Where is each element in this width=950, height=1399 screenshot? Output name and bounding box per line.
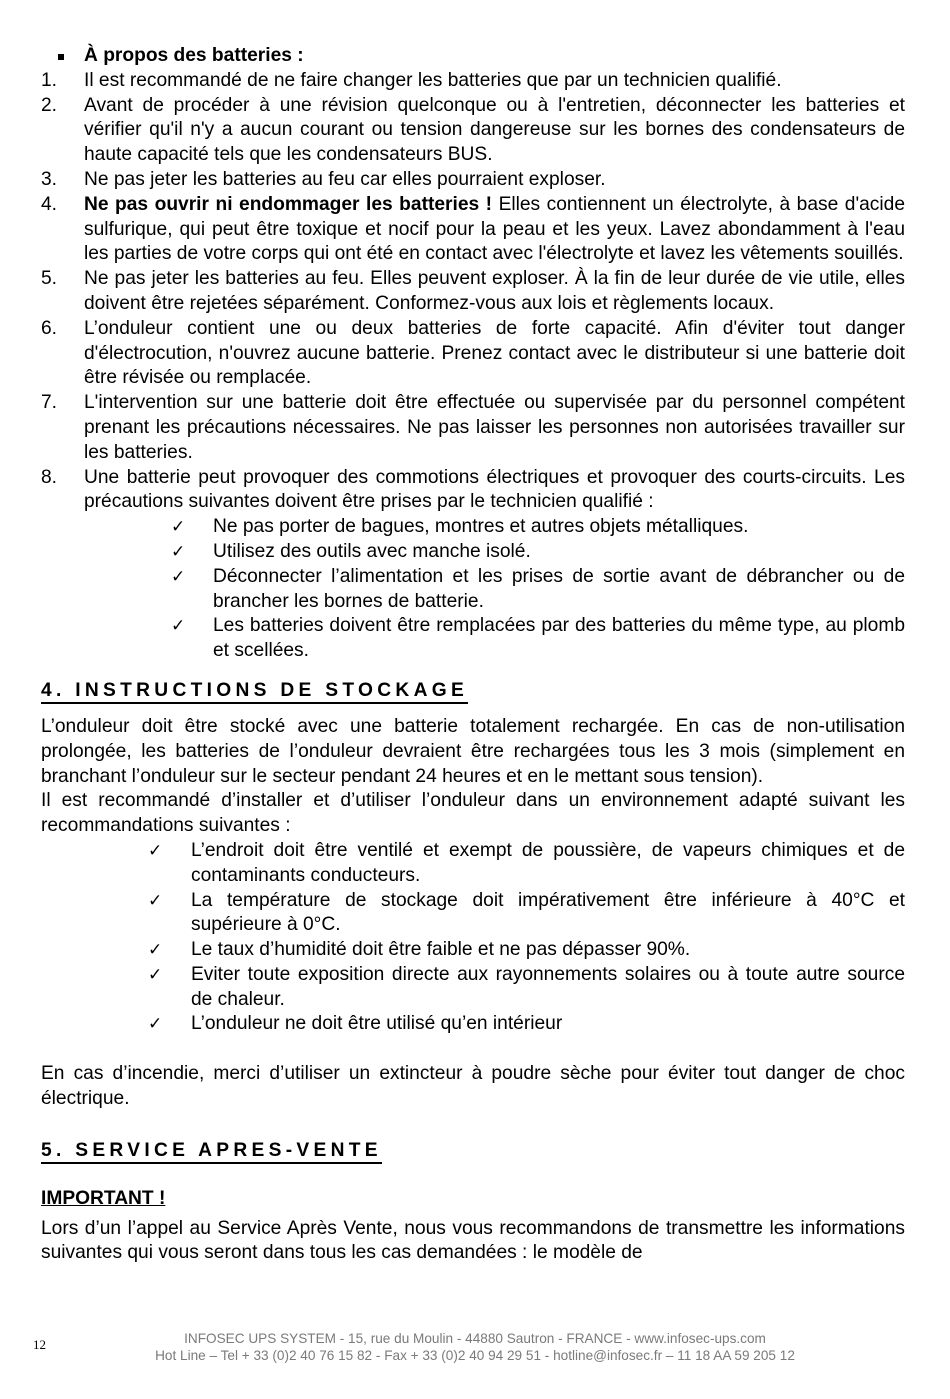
checklist-item: ✓ Déconnecter l’alimentation et les prises de sortie avant de débrancher ou de brancher les bornes de batterie.	[171, 565, 905, 612]
document-page	[41, 44, 905, 1266]
battery-list-item: 1. Il est recommandé de ne faire changer les batteries que par un technicien qualifié.	[41, 69, 782, 91]
checkmark-icon: ✓	[171, 566, 186, 587]
checkmark-icon: ✓	[148, 890, 163, 911]
checkmark-icon: ✓	[171, 616, 186, 637]
battery-list-item: 8. Une batterie peut provoquer des commotions électriques et provoquer des courts-circuits. Les précautions suivantes doivent être prises par le technicien qualifié :	[41, 466, 905, 513]
storage-section-title: 4. INSTRUCTIONS DE STOCKAGE	[41, 680, 468, 704]
page-footer	[0, 1330, 950, 1364]
warning-bold-text: Ne pas ouvrir ni endommager les batteries !	[84, 193, 493, 215]
square-bullet-icon	[58, 54, 64, 60]
storage-recommendations-checklist	[41, 839, 905, 1037]
checklist-item: ✓ Eviter toute exposition directe aux rayonnements solaires ou à toute autre source de chaleur.	[148, 963, 905, 1010]
page-number: 12	[33, 1337, 46, 1352]
checkmark-icon: ✓	[148, 1014, 163, 1035]
battery-list-item: 6. L’onduleur contient une ou deux batteries de forte capacité. Afin d'éviter tout danger d'électrocution, n'ouvrez aucune batterie. Prenez contact avec le distributeur si une batterie doit être révisée ou remplacée.	[41, 317, 905, 389]
checklist-item: ✓ Les batteries doivent être remplacées par des batteries du même type, au plomb et scellées.	[171, 615, 905, 662]
footer-contact: Hot Line – Tel + 33 (0)2 40 76 15 82 - Fax + 33 (0)2 40 94 29 51 - hotline@infosec.fr – 11 18 AA 59 205 12	[155, 1348, 795, 1363]
storage-paragraph: Il est recommandé d’installer et d’utiliser l’onduleur dans un environnement adapté suivant les recommandations suivantes :	[41, 790, 905, 837]
battery-list-item: 7. L'intervention sur une batterie doit être effectuée ou supervisée par du personnel compétent prenant les précautions nécessaires. Ne pas laisser les personnes non autorisées travailler sur les batteries.	[41, 392, 905, 463]
battery-list-item: 5. Ne pas jeter les batteries au feu. Elles peuvent exploser. À la fin de leur durée de vie utile, elles doivent être rejetées séparément. Conformez-vous aux lois et règlements locaux.	[41, 268, 905, 314]
checkmark-icon: ✓	[148, 940, 163, 961]
storage-paragraph: L’onduleur doit être stocké avec une batterie totalement rechargée. En cas de non-utilisation prolongée, les batteries de l’onduleur devraient être rechargées tous les 3 mois (simplement en branchant l’onduleur sur le secteur pendant 24 heures et en le mettant sous tension).	[41, 715, 905, 787]
checkmark-icon: ✓	[171, 541, 186, 562]
battery-list-item: 3. Ne pas jeter les batteries au feu car elles pourraient exploser.	[41, 168, 606, 190]
battery-precautions-checklist	[41, 515, 905, 664]
battery-section-heading	[41, 44, 905, 69]
checklist-item: ✓ L’onduleur ne doit être utilisé qu’en intérieur	[41, 1012, 905, 1037]
fire-safety-paragraph: En cas d’incendie, merci d’utiliser un extincteur à poudre sèche pour éviter tout danger de choc électrique.	[41, 1063, 905, 1109]
checklist-item: ✓ Utilisez des outils avec manche isolé.	[41, 540, 905, 565]
checklist-item: ✓ Le taux d’humidité doit être faible et ne pas dépasser 90%.	[41, 938, 905, 963]
checkmark-icon: ✓	[148, 964, 163, 985]
service-section-title: 5. SERVICE APRES-VENTE	[41, 1140, 382, 1164]
footer-address: INFOSEC UPS SYSTEM - 15, rue du Moulin - 44880 Sautron - FRANCE - www.infosec-ups.com	[184, 1331, 766, 1346]
checklist-item: ✓ L’endroit doit être ventilé et exempt de poussière, de vapeurs chimiques et de contaminants conducteurs.	[148, 839, 905, 886]
checkmark-icon: ✓	[148, 840, 163, 861]
battery-list	[41, 69, 905, 515]
battery-heading-text: À propos des batteries :	[84, 45, 304, 66]
important-heading: IMPORTANT !	[41, 1187, 166, 1209]
battery-list-item: 4. Ne pas ouvrir ni endommager les batteries ! Elles contiennent un électrolyte, à base d'acide sulfurique, qui peut être toxique et nocif pour la peau et les yeux. Lavez abondamment à l'eau les parties de votre corps qui ont été en contact avec l'électrolyte et lavez les vêtements souillés.	[41, 193, 905, 265]
checklist-item: ✓ La température de stockage doit impérativement être inférieure à 40°C et supérieure à 0°C.	[148, 889, 905, 936]
checkmark-icon: ✓	[171, 517, 186, 538]
checklist-item: ✓ Ne pas porter de bagues, montres et autres objets métalliques.	[41, 515, 905, 540]
service-paragraph: Lors d’un l’appel au Service Après Vente, nous vous recommandons de transmettre les informations suivantes qui vous seront dans tous les cas demandées : le modèle de	[41, 1217, 905, 1264]
battery-list-item: 2. Avant de procéder à une révision quelconque ou à l'entretien, déconnecter les batteries et vérifier qu'il n'y a aucun courant ou tension dangereuse sur les bornes des condensateurs de haute capacité tels que les condensateurs BUS.	[41, 94, 905, 166]
